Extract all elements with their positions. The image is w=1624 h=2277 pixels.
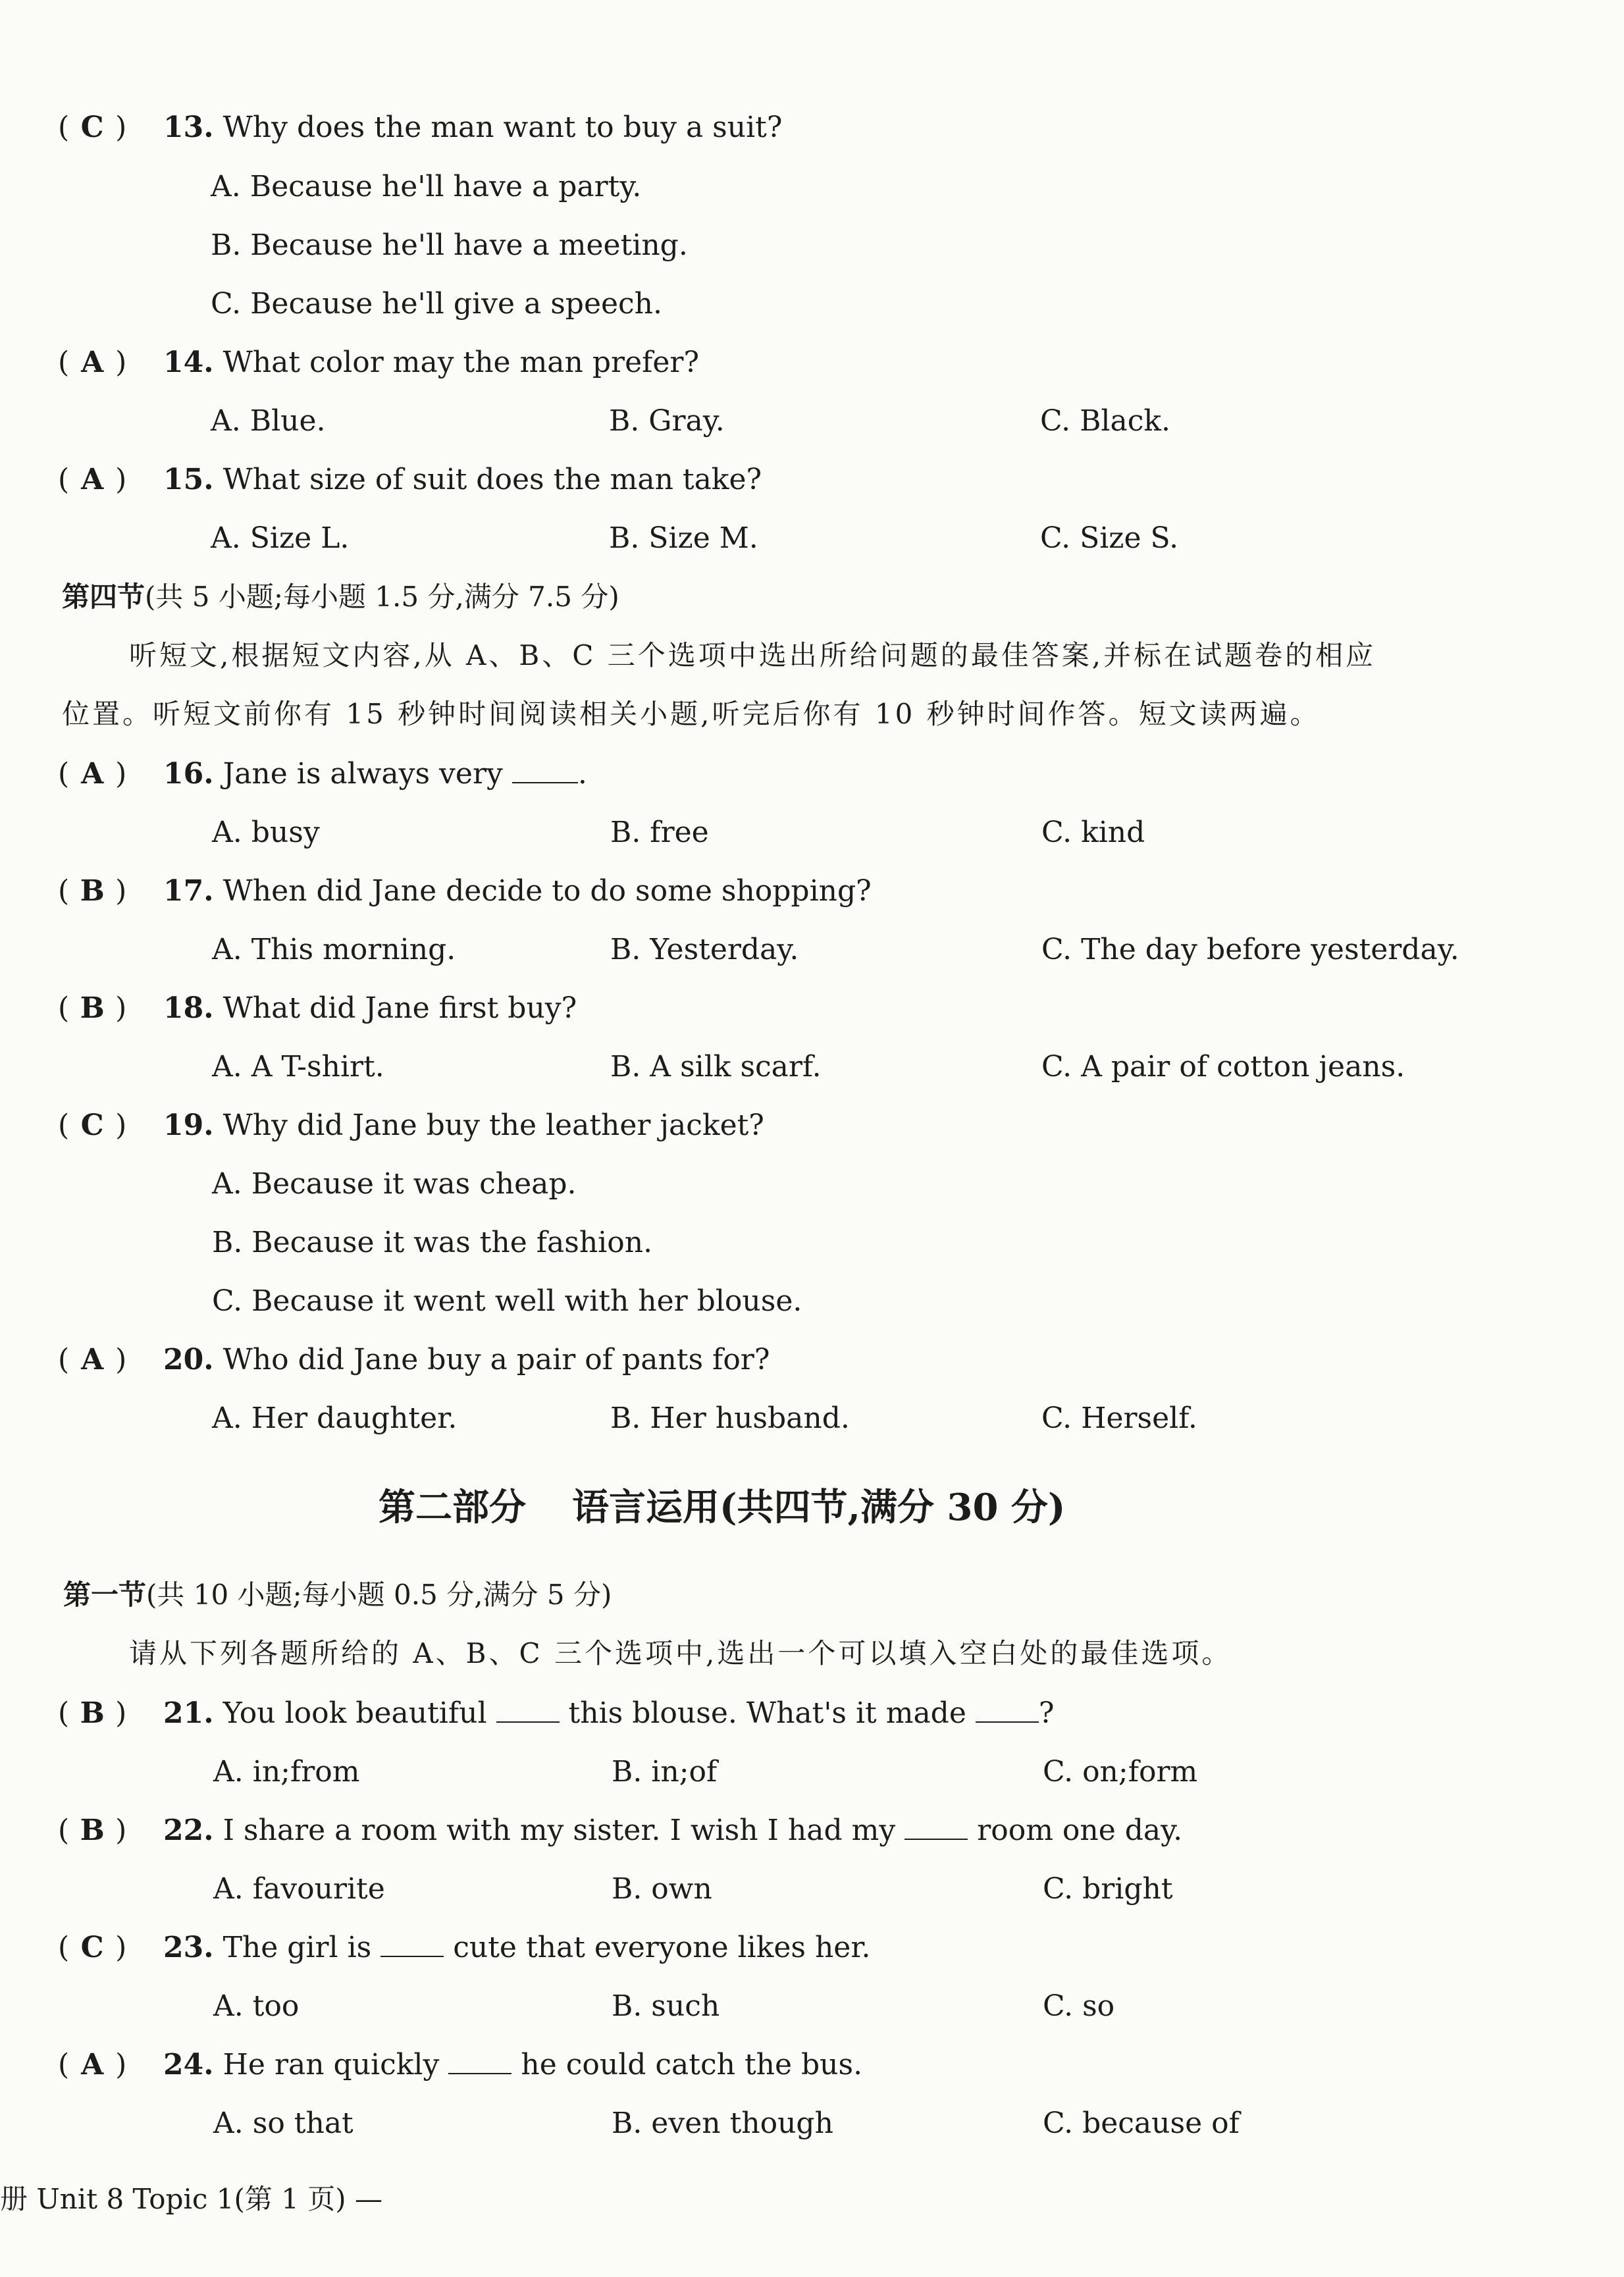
q19-option-c: C. Because it went well with her blouse. [212,1284,802,1318]
question-text: Why does the man want to buy a suit? [223,111,783,144]
section-1-detail: (共 10 小题;每小题 0.5 分,满分 5 分) [146,1579,612,1611]
q21-option-c: C. on;form [1043,1755,1198,1789]
answer-paren: ( B ) [58,989,163,1028]
question-text: he could catch the bus. [521,2048,863,2081]
question-15 [58,460,762,500]
question-22 [58,1811,1182,1850]
answer-letter: C [80,111,104,144]
question-19 [58,1106,764,1145]
answer-paren: ( A ) [58,343,163,382]
part-2-subtitle: 语言运用(共四节,满分 30 分) [572,1486,1066,1529]
q15-option-b: B. Size M. [609,521,758,555]
answer-blank [448,2047,511,2074]
q14-option-a: A. Blue. [211,404,326,438]
question-20 [58,1340,770,1380]
answer-letter: A [81,1343,104,1376]
question-text: I share a room with my sister. I wish I had my [223,1814,896,1847]
answer-letter: A [81,2048,104,2081]
section-4-title: 第四节 [62,581,145,613]
answer-letter: B [80,1696,105,1730]
section-4-detail: (共 5 小题;每小题 1.5 分,满分 7.5 分) [145,581,619,613]
question-17 [58,872,872,911]
answer-letter: A [81,757,104,791]
question-number: 14. [163,346,214,379]
question-text: room one day. [977,1814,1183,1847]
q16-option-a: A. busy [212,816,320,849]
question-number: 23. [163,1931,214,1964]
q17-option-c: C. The day before yesterday. [1041,933,1459,966]
answer-letter: B [80,874,105,908]
answer-paren: ( B ) [58,872,163,911]
answer-paren: ( B ) [58,1694,163,1733]
question-24 [58,2045,862,2085]
answer-letter: C [80,1931,104,1964]
question-text-end: . [577,757,587,791]
q21-option-a: A. in;from [213,1755,360,1789]
page-footer: 册 Unit 8 Topic 1(第 1 页) — [0,2183,383,2215]
question-number: 16. [163,757,214,791]
answer-letter: B [80,1814,105,1847]
part-2-title [379,1484,1065,1531]
section-1-instruction: 请从下列各题所给的 A、B、C 三个选项中,选出一个可以填入空白处的最佳选项。 [129,1637,1232,1669]
q17-option-a: A. This morning. [212,933,456,966]
q19-option-b: B. Because it was the fashion. [212,1226,653,1259]
q23-option-b: B. such [612,1989,720,2023]
answer-paren: ( A ) [58,2045,163,2085]
answer-letter: A [81,463,104,496]
answer-letter: B [80,991,105,1025]
question-number: 13. [163,111,214,144]
question-16 [58,754,587,794]
q14-option-c: C. Black. [1040,404,1170,438]
question-number: 22. [163,1814,214,1847]
section-4-heading [62,577,619,617]
question-text: You look beautiful [223,1696,487,1730]
answer-blank [976,1695,1039,1723]
q23-option-c: C. so [1043,1989,1115,2023]
question-text-end: ? [1038,1696,1055,1730]
answer-paren: ( B ) [58,1811,163,1850]
q13-option-a: A. Because he'll have a party. [211,170,642,203]
q22-option-a: A. favourite [213,1872,385,1906]
q20-option-c: C. Herself. [1041,1401,1197,1435]
q20-option-b: B. Her husband. [610,1401,850,1435]
section-4-instruction-line2: 位置。听短文前你有 15 秒钟时间阅读相关小题,听完后你有 10 秒钟时间作答。短文读两遍。 [62,698,1321,730]
question-number: 18. [163,991,214,1025]
q17-option-b: B. Yesterday. [610,933,799,966]
q15-option-c: C. Size S. [1040,521,1179,555]
question-text: When did Jane decide to do some shopping? [223,874,872,908]
question-number: 19. [163,1109,214,1142]
q15-option-a: A. Size L. [211,521,350,555]
question-number: 20. [163,1343,214,1376]
answer-letter: C [80,1109,104,1142]
answer-paren: ( C ) [58,1928,163,1968]
question-text: Why did Jane buy the leather jacket? [223,1109,764,1142]
answer-paren: ( A ) [58,460,163,500]
question-text: The girl is [223,1931,372,1964]
answer-blank [380,1929,444,1957]
question-text: He ran quickly [223,2048,440,2081]
question-13 [58,108,782,147]
q18-option-a: A. A T-shirt. [212,1050,384,1084]
answer-blank [512,756,578,783]
question-text: What did Jane first buy? [223,991,577,1025]
section-1-heading [63,1575,612,1615]
question-text: Who did Jane buy a pair of pants for? [223,1343,770,1376]
q18-option-b: B. A silk scarf. [610,1050,822,1084]
answer-paren: ( A ) [58,1340,163,1380]
q22-option-c: C. bright [1043,1872,1173,1906]
q21-option-b: B. in;of [612,1755,718,1789]
question-text: Jane is always very [223,757,503,791]
question-18 [58,989,577,1028]
question-text: What size of suit does the man take? [223,463,762,496]
q16-option-c: C. kind [1041,816,1145,849]
q24-option-b: B. even though [612,2107,833,2140]
q20-option-a: A. Her daughter. [212,1401,458,1435]
question-23 [58,1928,871,1968]
question-number: 17. [163,874,214,908]
section-4-instruction-line1: 听短文,根据短文内容,从 A、B、C 三个选项中选出所给问题的最佳答案,并标在试题卷的相应 [129,639,1376,671]
q18-option-c: C. A pair of cotton jeans. [1041,1050,1405,1084]
answer-blank [904,1812,968,1840]
question-number: 24. [163,2048,214,2081]
answer-paren: ( A ) [58,754,163,794]
answer-letter: A [81,346,104,379]
answer-blank [496,1695,560,1723]
question-text: this blouse. What's it made [568,1696,966,1730]
q13-option-b: B. Because he'll have a meeting. [211,228,688,262]
q24-option-c: C. because of [1043,2107,1240,2140]
answer-paren: ( C ) [58,1106,163,1145]
section-1-title: 第一节 [63,1579,147,1611]
question-21 [58,1694,1054,1733]
q24-option-a: A. so that [213,2107,354,2140]
answer-paren: ( C ) [58,108,163,147]
question-number: 21. [163,1696,214,1730]
question-number: 15. [163,463,214,496]
q16-option-b: B. free [610,816,709,849]
q22-option-b: B. own [612,1872,712,1906]
q19-option-a: A. Because it was cheap. [212,1167,577,1201]
question-text: What color may the man prefer? [223,346,700,379]
part-2-label: 第二部分 [379,1486,526,1529]
q23-option-a: A. too [213,1989,300,2023]
q13-option-c: C. Because he'll give a speech. [211,287,662,321]
question-14 [58,343,699,382]
q14-option-b: B. Gray. [609,404,725,438]
question-text: cute that everyone likes her. [453,1931,871,1964]
